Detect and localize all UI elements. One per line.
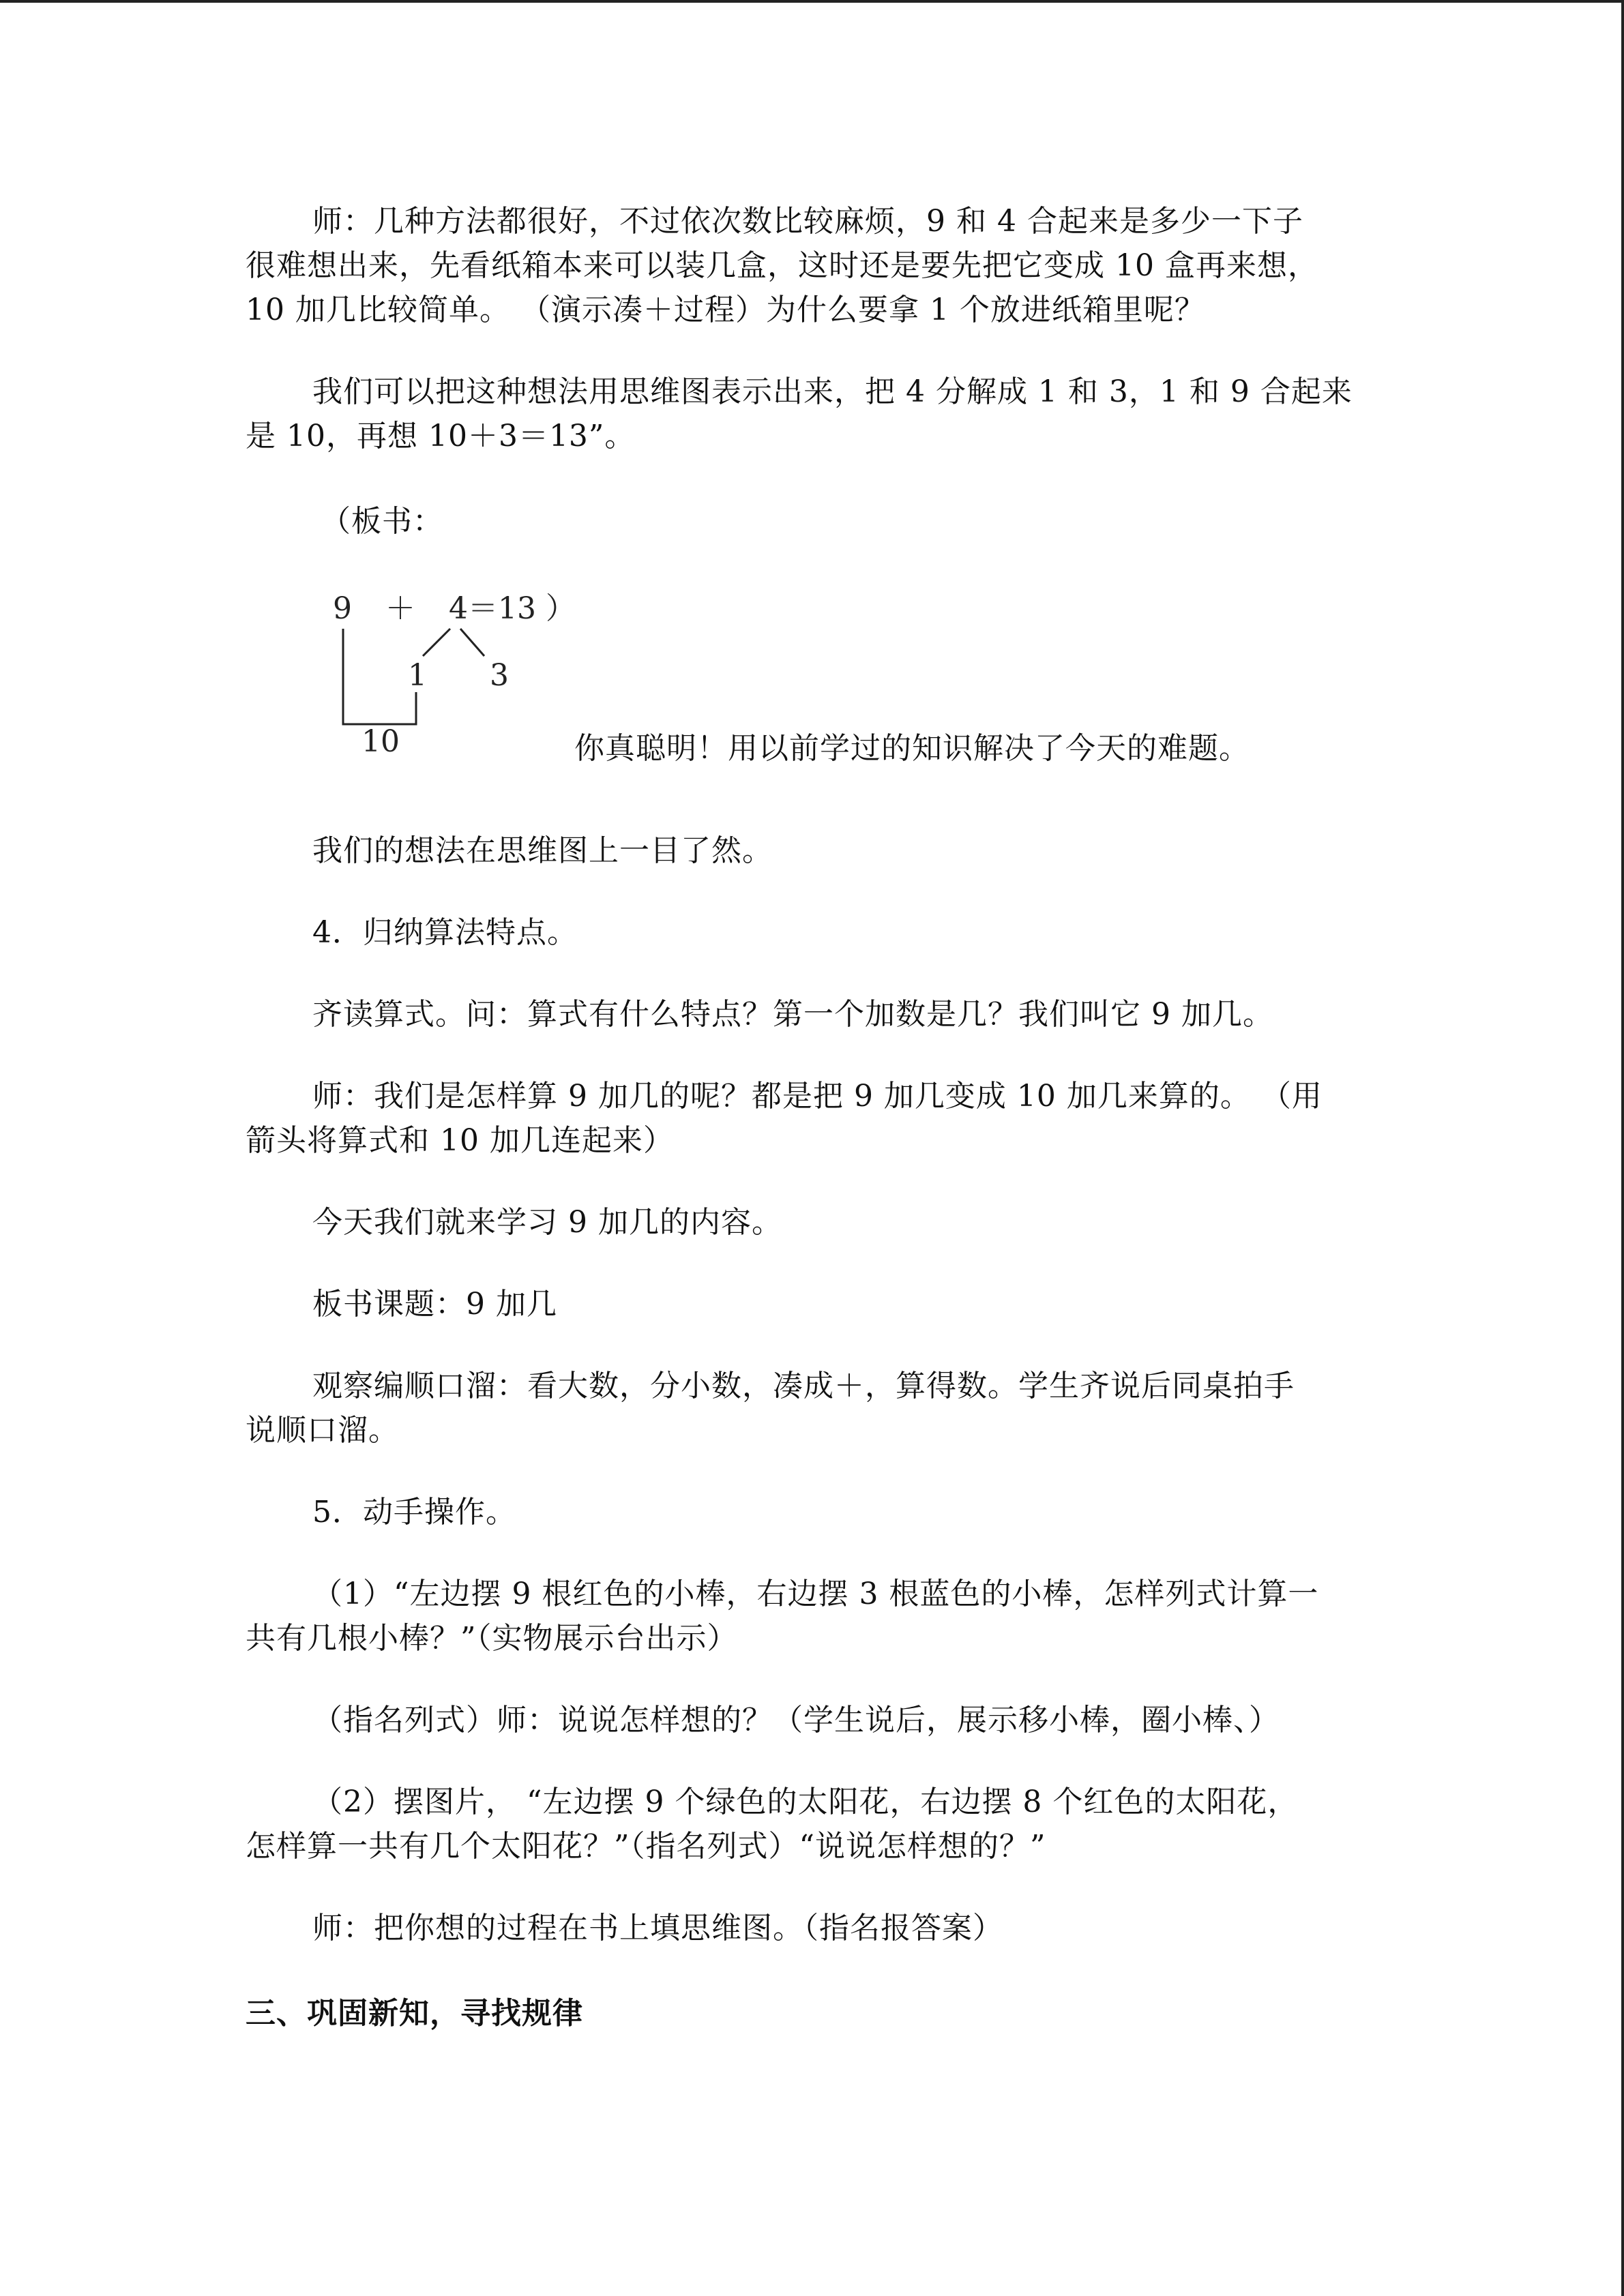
section-heading: 三、巩固新知，寻找规律 xyxy=(246,1996,583,2031)
paragraph-line: 说顺口溜。 xyxy=(246,1413,399,1448)
thinking-diagram xyxy=(321,586,593,764)
paragraph-line: 齐读算式。问：算式有什么特点？第一个加数是几？我们叫它 9 加几。 xyxy=(312,997,1273,1032)
board-title-line: 板书课题：9 加几 xyxy=(312,1287,557,1322)
paragraph-line: 师：把你想的过程在书上填思维图。（指名报答案） xyxy=(312,1911,1003,1945)
paragraph-line: 师：我们是怎样算 9 加几的呢？都是把 9 加几变成 10 加几来算的。 （用 xyxy=(312,1079,1323,1114)
paragraph-line: 师：几种方法都很好，不过依次数比较麻烦，9 和 4 合起来是多少一下子 xyxy=(312,204,1303,239)
section-item-5: 5．动手操作。 xyxy=(312,1495,516,1530)
paragraph-line: 10 加几比较简单。 （演示凑＋过程）为什么要拿 1 个放进纸箱里呢？ xyxy=(246,293,1205,327)
paragraph-line: 箭头将算式和 10 加几连起来） xyxy=(246,1123,674,1158)
paragraph-line: 共有几根小棒？”（实物展示台出示） xyxy=(246,1621,738,1656)
paragraph-line: 观察编顺口溜：看大数，分小数，凑成＋，算得数。学生齐说后同桌拍手 xyxy=(312,1369,1295,1403)
paragraph-line: 我们可以把这种想法用思维图表示出来，把 4 分解成 1 和 3，1 和 9 合起来 xyxy=(312,374,1353,409)
board-writing-label: （板书： xyxy=(321,504,443,539)
diagram-part-one: 1 xyxy=(408,658,427,693)
diagram-split-line-right xyxy=(460,629,484,656)
page-right-border xyxy=(1621,0,1624,2296)
diagram-first-addend: 9 xyxy=(333,591,352,626)
page-top-border xyxy=(0,0,1624,3)
diagram-split-line-left xyxy=(423,629,450,656)
paragraph-line: （指名列式）师：说说怎样想的？（学生说后，展示移小棒，圈小棒、） xyxy=(312,1703,1280,1738)
paragraph-line: 我们的想法在思维图上一目了然。 xyxy=(312,833,773,868)
paragraph-line: 是 10，再想 10＋3＝13”。 xyxy=(246,419,636,453)
paragraph-line: 你真聪明！用以前学过的知识解决了今天的难题。 xyxy=(574,731,1250,766)
paragraph-line: （1）“左边摆 9 根红色的小棒，右边摆 3 根蓝色的小棒，怎样列式计算一 xyxy=(312,1577,1319,1611)
diagram-sum-ten: 10 xyxy=(361,724,400,759)
diagram-part-three: 3 xyxy=(490,658,509,693)
diagram-bracket xyxy=(343,629,416,724)
section-item-4: 4．归纳算法特点。 xyxy=(312,915,578,950)
paragraph-line: 怎样算一共有几个太阳花？”（指名列式）“说说怎样想的？” xyxy=(246,1829,1046,1864)
diagram-plus-sign: ＋ xyxy=(385,591,415,626)
paragraph-line: 很难想出来，先看纸箱本来可以装几盒，这时还是要先把它变成 10 盒再来想， xyxy=(246,248,1318,283)
paragraph-line: 今天我们就来学习 9 加几的内容。 xyxy=(312,1205,782,1240)
diagram-equation-rest: 4＝13 ） xyxy=(449,591,576,626)
paragraph-line: （2）摆图片， “左边摆 9 个绿色的太阳花，右边摆 8 个红色的太阳花， xyxy=(312,1785,1299,1819)
